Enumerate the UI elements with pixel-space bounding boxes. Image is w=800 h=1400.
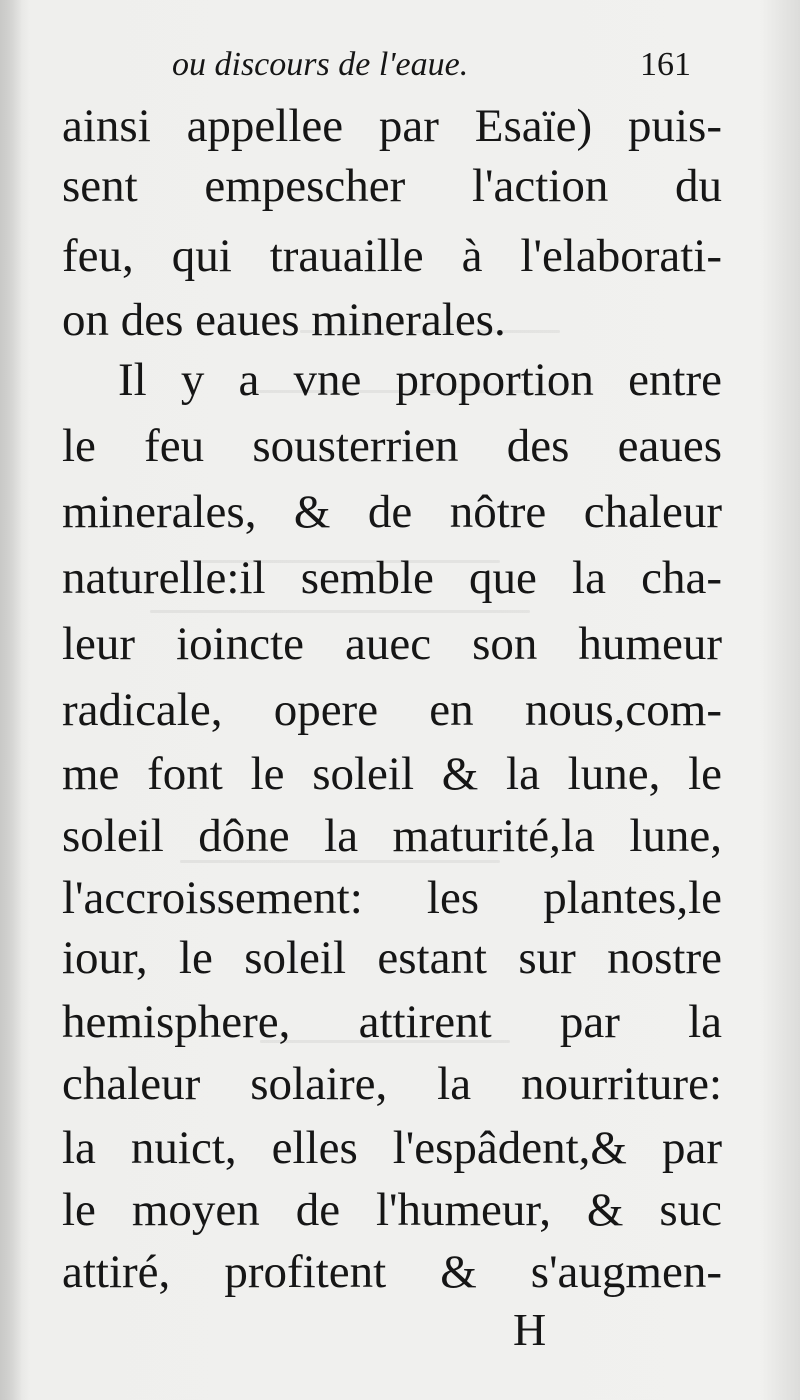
text-line: chaleur solaire, la nourriture:	[62, 1058, 722, 1110]
text-line: la nuict, elles l'espâdent,& par	[62, 1122, 722, 1174]
text-line: hemisphere, attirent par la	[62, 996, 722, 1048]
page-number: 161	[640, 46, 691, 83]
running-head: ou discours de l'eaue.	[172, 46, 469, 83]
text-line: feu, qui trauaille à l'elaborati-	[62, 230, 722, 282]
text-line: me font le soleil & la lune, le	[62, 748, 722, 800]
text-line: minerales, & de nôtre chaleur	[62, 486, 722, 538]
text-line: l'accroissement: les plantes,le	[62, 872, 722, 924]
signature-mark: H	[513, 1304, 547, 1355]
text-line: iour, le soleil estant sur nostre	[62, 932, 722, 984]
text-line: ainsi appellee par Esaïe) puis-	[62, 100, 722, 152]
text-line: leur ioincte auec son humeur	[62, 618, 722, 670]
text-line: radicale, opere en nous,com-	[62, 684, 722, 736]
text-line: soleil dône la maturité,la lune,	[62, 810, 722, 862]
text-line: attiré, profitent & s'augmen-	[62, 1246, 722, 1298]
text-line: on des eaues minerales.	[62, 294, 506, 346]
text-line: sent empescher l'action du	[62, 160, 722, 212]
text-line: naturelle:il semble que la cha-	[62, 552, 722, 604]
paragraph-first-line: Il y a vne proportion entre	[118, 354, 722, 406]
text-line: le feu sousterrien des eaues	[62, 420, 722, 472]
text-line: le moyen de l'humeur, & suc	[62, 1184, 722, 1236]
